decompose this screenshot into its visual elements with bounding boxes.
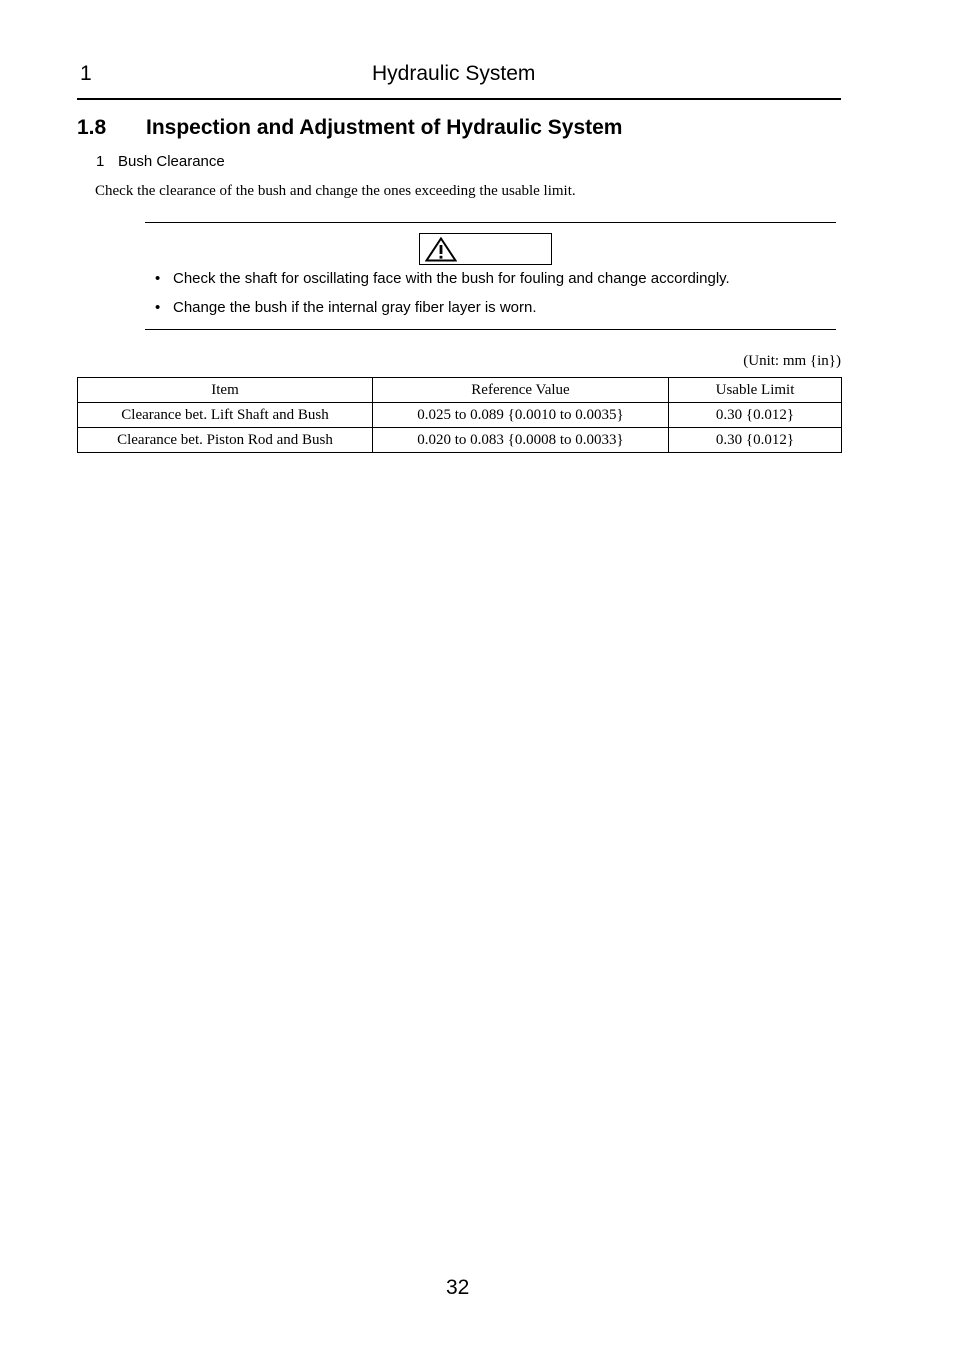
table-cell: 0.020 to 0.083 {0.0008 to 0.0033}: [373, 428, 669, 453]
chapter-number: 1: [80, 62, 92, 85]
caution-item: Change the bush if the internal gray fiber layer is worn.: [173, 299, 537, 316]
table-row: [78, 428, 842, 453]
caution-bottom-rule: [145, 329, 836, 330]
clearance-table: [77, 377, 842, 453]
table-cell: 0.30 {0.012}: [669, 428, 842, 453]
table-cell: Clearance bet. Piston Rod and Bush: [78, 428, 373, 453]
table-header-cell: Reference Value: [373, 378, 669, 403]
caution-item: Check the shaft for oscillating face with the bush for fouling and change accordingly.: [173, 270, 730, 287]
unit-note: (Unit: mm {in}): [743, 353, 841, 369]
page-number: 32: [446, 1276, 470, 1299]
bullet-marker: •: [155, 299, 161, 316]
bullet-marker: •: [155, 270, 161, 287]
header-divider: [77, 98, 841, 100]
section-number: 1.8: [77, 116, 107, 139]
table-row: [78, 403, 842, 428]
intro-paragraph: Check the clearance of the bush and change the ones exceeding the usable limit.: [95, 183, 576, 199]
table-header-row: [78, 378, 842, 403]
caution-top-rule: [145, 222, 836, 223]
table-header-cell: Item: [78, 378, 373, 403]
subsection-title: Bush Clearance: [118, 153, 225, 170]
subsection-number: 1: [96, 153, 105, 170]
warning-label-box: [419, 233, 552, 265]
section-title: Inspection and Adjustment of Hydraulic System: [146, 116, 623, 139]
table-cell: 0.30 {0.012}: [669, 403, 842, 428]
chapter-title: Hydraulic System: [372, 62, 536, 85]
warning-triangle-icon: [425, 237, 457, 262]
table-header-cell: Usable Limit: [669, 378, 842, 403]
table-cell: Clearance bet. Lift Shaft and Bush: [78, 403, 373, 428]
table-cell: 0.025 to 0.089 {0.0010 to 0.0035}: [373, 403, 669, 428]
